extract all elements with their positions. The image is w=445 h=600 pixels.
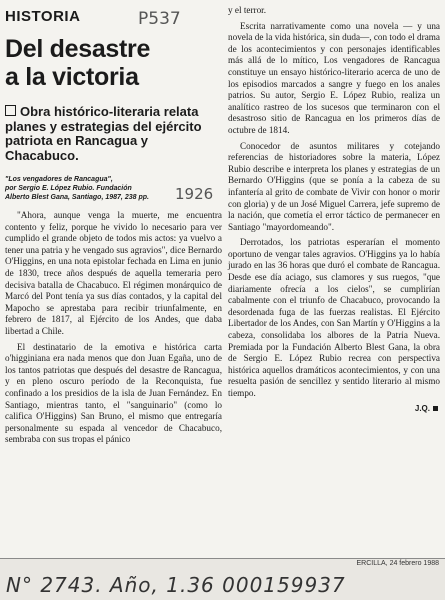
headline [5, 35, 222, 91]
headline-line-1: Del desastre [5, 35, 151, 63]
paragraph: Escrita narrativamente como una novela — y una novela de la vida histórica, sin duda—, con todo el drama de los acontecimientos y con personajes identificables más allá de lo mítico, Los vengadores de Rancagua constituye un ensayo histórico-literario acerca de uno de los episodios marcados a sangre y fuego en los anales patrios. Su autor, Sergio E. López Rubio, realiza un analítico rastreo de los sucesos que terminaron con el desastroso sitio de Rancagua en los primeros días de octubre de 1814. [228, 20, 440, 135]
subheadline [5, 105, 222, 163]
article-body-left [5, 210, 222, 446]
subheadline-text: Obra histórico-literaria relata planes y estrategias del ejército patriota en Rancagua y Chacabuco. [5, 104, 202, 163]
left-column [5, 35, 222, 446]
paragraph: Derrotados, los patriotas esperarían el momento oportuno de vengar tales agravios. O'Higgins ya lo había jurado en las 36 horas que duró el combate de Rancagua. Desde ese día aciago, sus clamores y sus ruegos, "que diariamente ofrecía a los cielos", se cumplirían cabalmente con el triunfo de Chacabuco, provocando la desordenada fuga de las fuerzas realistas. El Ejército Libertador de los Andes, con San Martín y O'Higgins a la cabeza, consolidaba los albores de la Patria Nueva. Premiada por la Fundación Alberto Blest Gana, la obra de Sergio E. López Rubio recrea con perspectiva histórica aquellos dramáticos acontecimientos, y con una resuelta pasión de sencillez y sentido literario al mismo tiempo. [228, 237, 440, 398]
right-column [228, 5, 440, 413]
handwritten-code: P537 [138, 9, 181, 29]
bullet-square-icon [5, 105, 16, 116]
paragraph: "Ahora, aunque venga la muerte, me encuentra contento y feliz, porque he vivido lo necesario para ver cumplido el grande objeto de todos mis actos: ya vuelvo a tener una patria y he vengado sus agravios", dice Bernardo O'Higgins, en una nota epistolar fechada en Lima en junio de 1830, trece años después de aquella temeraria pero decisiva batalla de Chacabuco. El régimen monárquico de Marcó del Pont tenía ya sus días contados, y la capital del Mapocho se aprestaba para recibir triunfalmente, en febrero de 1817, al Ejército de los Andes, que daba libertad a Chile. [5, 210, 222, 336]
author-signature [228, 404, 438, 413]
publication-source: ERCILLA, 24 febrero 1988 [356, 560, 439, 567]
credit-publisher: Alberto Blest Gana, Santiago, 1987, 238 pp. [5, 194, 149, 201]
section-label: HISTORIA [5, 8, 81, 25]
article-body-right [228, 5, 440, 400]
handwritten-archive-number: N° 2743. Año, 1.36 000159937 [6, 573, 346, 597]
end-mark-icon [433, 406, 438, 411]
paragraph: y el terror. [228, 5, 267, 15]
book-credit [5, 175, 222, 202]
headline-line-2: a la victoria [5, 63, 139, 91]
handwritten-note: 1926 [175, 185, 214, 203]
credit-author: por Sergio E. López Rubio. Fundación [5, 185, 132, 192]
signature-initials: J.Q. [414, 403, 430, 413]
paragraph: El destinatario de la emotiva e histórica carta o'higginiana era nada menos que don Juan Egaña, uno de los tantos patriotas que después del desastre de Rancagua, y en pleno oscuro período de la Reconquista, fue confinado a los presidios de la isla de Juan Fernández. En Santiago, mientras tanto, el "sanguinario" (como lo califica O'Higgins) San Bruno, el mismo que entregaría personalmente su espada al vencedor de Chacabuco, sembraba con sus tropas el pánico [5, 341, 222, 445]
credit-title: "Los vengadores de Rancagua", [5, 176, 113, 183]
paragraph: Conocedor de asuntos militares y cotejando referencias de historiadores sobre la materia, López Rubio describe e interpreta los planes y estrategias de un Bernardo O'Higgins (que se ponía a la cabeza de su infantería al grito de combate de Vivir con honor o morir con gloria) y de un José Miguel Carrera, jefe supremo de la nación, que cometía el error táctico de permanecer en Santiago "mayordomeando". [228, 140, 440, 232]
